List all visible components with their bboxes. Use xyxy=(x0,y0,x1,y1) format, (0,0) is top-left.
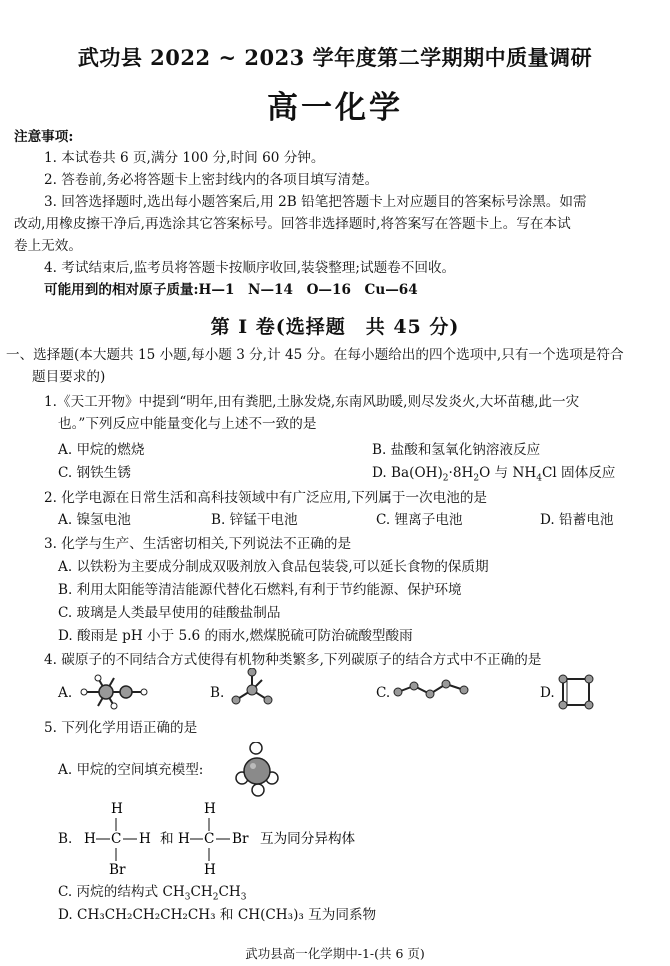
notice-heading: 注意事项: xyxy=(14,129,74,145)
question-5-option-d: D. CH₃CH₂CH₂CH₂CH₃ 和 CH(CH₃)₃ 互为同系物 xyxy=(58,907,377,923)
question-3-stem: 3. 化学与生产、生活密切相关,下列说法不正确的是 xyxy=(44,536,352,552)
question-1-option-b: B. 盐酸和氢氧化钠溶液反应 xyxy=(372,442,541,458)
question-2-option-c: C. 锂离子电池 xyxy=(376,512,463,528)
carbon-structure-d-icon xyxy=(556,672,596,712)
subject-title: 高一化学 xyxy=(267,90,403,126)
structure-atom-h: H xyxy=(111,801,123,817)
carbon-structure-b-icon xyxy=(228,668,278,712)
question-2-option-a: A. 镍氢电池 xyxy=(58,512,131,528)
question-1-option-c: C. 钢铁生锈 xyxy=(58,465,131,481)
structure-atom-h: H xyxy=(178,831,190,847)
question-2-option-b: B. 锌锰干电池 xyxy=(211,512,298,528)
question-3-option-c: C. 玻璃是人类最早使用的硅酸盐制品 xyxy=(58,605,281,621)
notice-item: 2. 答卷前,务必将答题卡上密封线内的各项目填写清楚。 xyxy=(44,172,379,188)
question-2-option-d: D. 铅蓄电池 xyxy=(540,512,614,528)
notice-item: 4. 考试结束后,监考员将答题卡按顺序收回,装袋整理;试题卷不回收。 xyxy=(44,260,456,276)
structure-tail: 互为同分异构体 xyxy=(260,831,356,847)
section-intro: 题目要求的) xyxy=(32,369,106,385)
carbon-structure-a-icon xyxy=(74,672,154,712)
question-1-stem: 也。”下列反应中能量变化与上述不一致的是 xyxy=(58,416,317,432)
carbon-structure-c-icon xyxy=(392,676,472,704)
structure-atom-c: C xyxy=(111,831,122,847)
question-1-stem: 1.《天工开物》中提到“明年,田有粪肥,土脉发烧,东南风助暖,则尽发炎火,大坏苗穗,此一灾 xyxy=(44,394,580,410)
notice-item: 1. 本试卷共 6 页,满分 100 分,时间 60 分钟。 xyxy=(44,150,325,166)
notice-item: 卷上无效。 xyxy=(14,238,82,254)
question-5-option-b-label: B. xyxy=(58,831,73,847)
question-3-option-a: A. 以铁粉为主要成分制成双吸剂放入食品包装袋,可以延长食物的保质期 xyxy=(58,559,489,575)
methane-space-filling-model-icon xyxy=(232,742,284,798)
structure-atom-h: H xyxy=(204,862,216,878)
question-1-option-d: D. $Ba(OH)_2\cdot 8H_2O$ 与 $NH_4Cl$ 固体反应 xyxy=(372,465,616,484)
question-4-option-b: B. xyxy=(210,685,225,701)
exam-title: 武功县 2022 ~ 2023 学年度第二学期期中质量调研 xyxy=(77,45,593,70)
structure-atom-br: Br xyxy=(109,862,126,878)
structure-and: 和 xyxy=(160,831,174,847)
structure-atom-h: H xyxy=(204,801,216,817)
structure-atom-br: Br xyxy=(232,831,249,847)
notice-item: 3. 回答选择题时,选出每小题答案后,用 2B 铅笔把答题卡上对应题目的答案标号涂黑。如需 xyxy=(44,194,587,210)
question-5-option-a: A. 甲烷的空间填充模型: xyxy=(58,762,204,778)
question-3-option-b: B. 利用太阳能等清洁能源代替化石燃料,有利于节约能源、保护环境 xyxy=(58,582,462,598)
structure-atom-c: C xyxy=(204,831,215,847)
section-title: 第 Ⅰ 卷(选择题 共 45 分) xyxy=(210,316,460,338)
question-4-option-a: A. xyxy=(58,685,73,701)
question-3-option-d: D. 酸雨是 pH 小于 5.6 的雨水,燃煤脱硫可防治硫酸型酸雨 xyxy=(58,628,413,644)
question-4-stem: 4. 碳原子的不同结合方式使得有机物种类繁多,下列碳原子的结合方式中不正确的是 xyxy=(44,652,542,668)
question-5-option-b-structures xyxy=(84,798,374,880)
page-footer: 武功县高一化学期中-1-(共 6 页) xyxy=(245,946,425,961)
atomic-mass-line: 可能用到的相对原子质量:H—1 N—14 O—16 Cu—64 xyxy=(44,282,418,298)
structure-atom-h: H xyxy=(139,831,151,847)
structure-atom-h: H xyxy=(84,831,96,847)
question-1-option-a: A. 甲烷的燃烧 xyxy=(58,442,145,458)
question-4-option-d: D. xyxy=(540,685,555,701)
question-2-stem: 2. 化学电源在日常生活和高科技领域中有广泛应用,下列属于一次电池的是 xyxy=(44,490,488,506)
notice-item: 改动,用橡皮擦干净后,再选涂其它答案标号。回答非选择题时,将答案写在答题卡上。写在本试 xyxy=(14,216,571,232)
section-intro: 一、选择题(本大题共 15 小题,每小题 3 分,计 45 分。在每小题给出的四个选项中,只有一个选项是符合 xyxy=(6,347,624,363)
question-5-option-c: C. 丙烷的结构式 $CH_3CH_2CH_3$ xyxy=(58,884,247,903)
question-4-option-c: C. xyxy=(376,685,391,701)
question-5-stem: 5. 下列化学用语正确的是 xyxy=(44,720,198,736)
